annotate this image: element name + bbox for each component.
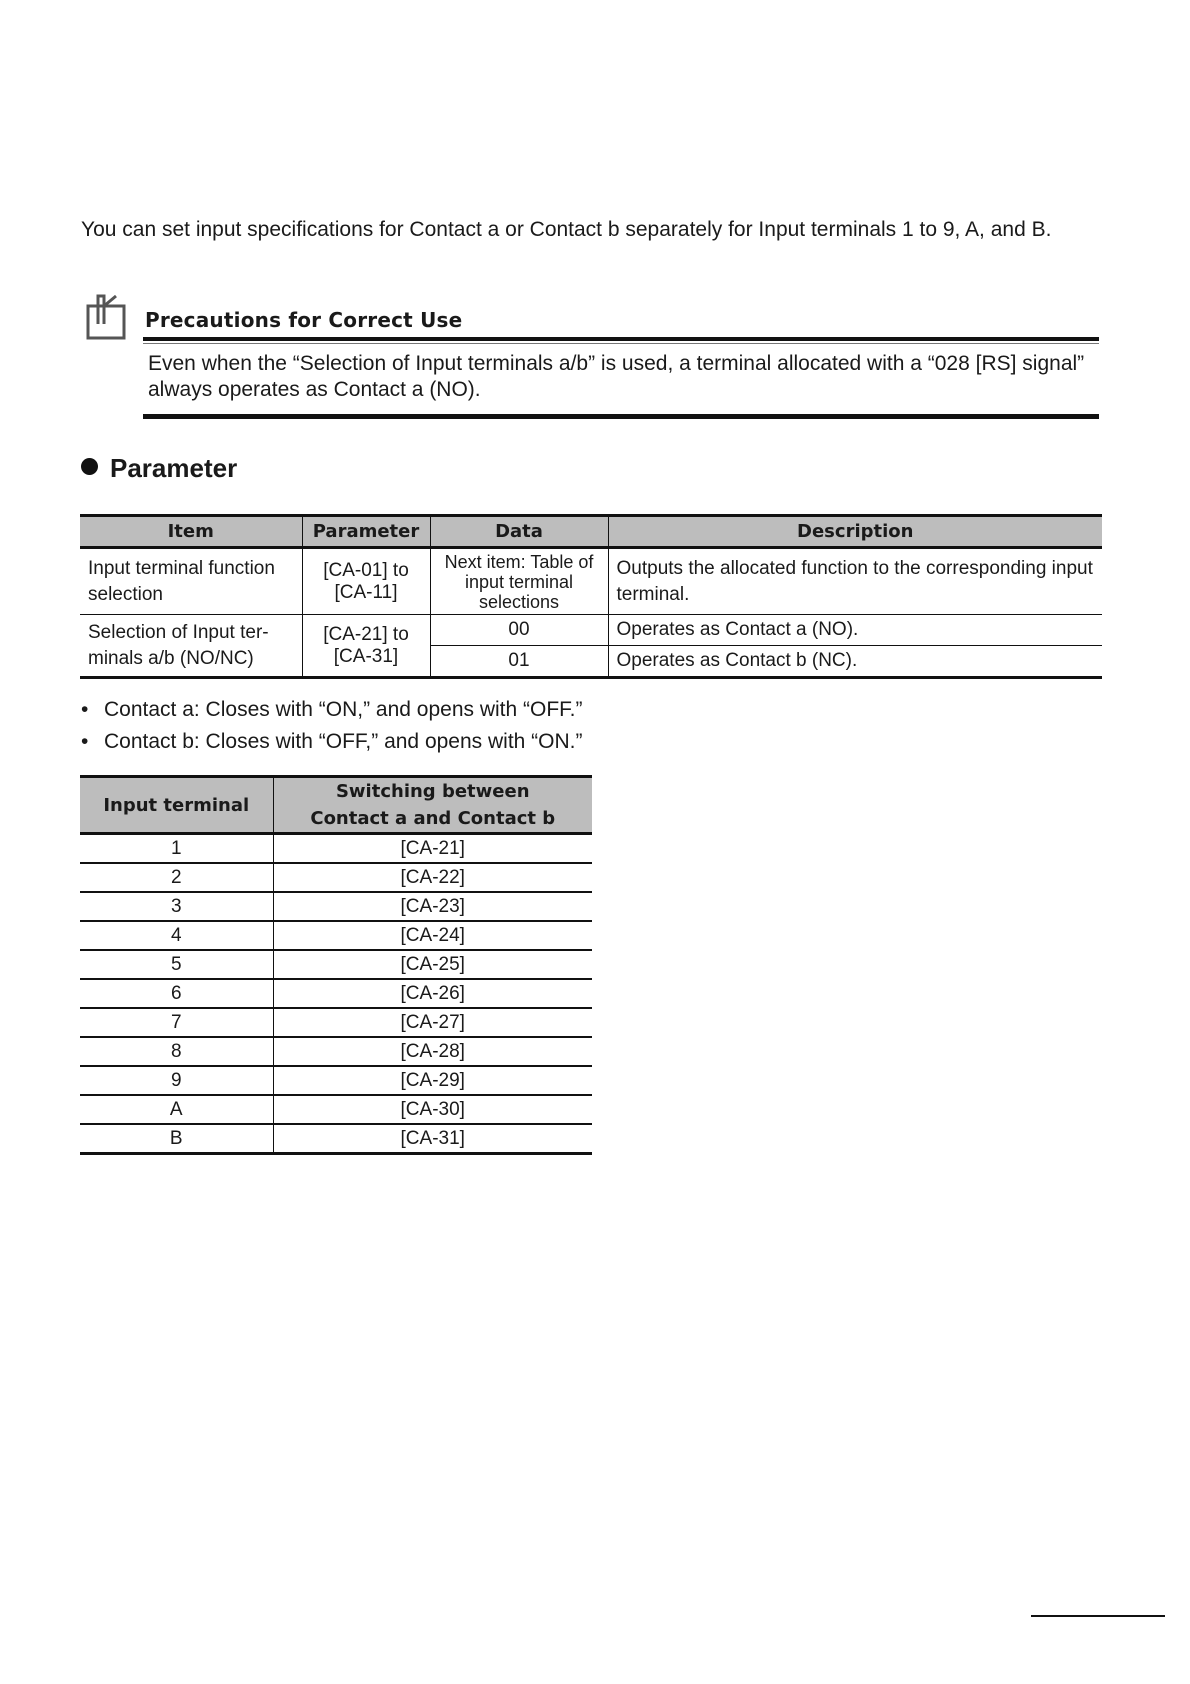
intro-paragraph: You can set input specifications for Contact a or Contact b separately for Input terminals 1 to 9, A, and B.: [81, 218, 1052, 241]
precautions-title: Precautions for Correct Use: [145, 308, 463, 332]
header-switching-line2: Contact a and Contact b: [310, 808, 556, 829]
table-row: [80, 1066, 592, 1095]
terminal-cell: 6: [80, 979, 273, 1008]
table-row: [80, 1037, 592, 1066]
list-item: [81, 694, 583, 726]
table-row: [80, 615, 1102, 646]
table-header-row: [80, 777, 592, 834]
switch-param-cell: [CA-30]: [273, 1095, 592, 1124]
bullet-list: [81, 694, 583, 758]
switch-param-cell: [CA-31]: [273, 1124, 592, 1154]
header-item: Item: [80, 516, 302, 548]
table-row: [80, 921, 592, 950]
row2-parameter: [CA-21] to [CA-31]: [302, 615, 430, 678]
header-input-terminal: Input terminal: [80, 777, 273, 834]
switch-param-cell: [CA-23]: [273, 892, 592, 921]
row1-data: Next item: Table of input terminal selections: [430, 548, 608, 615]
terminal-cell: 2: [80, 863, 273, 892]
terminal-cell: 5: [80, 950, 273, 979]
switch-param-cell: [CA-22]: [273, 863, 592, 892]
header-switching-line1: Switching between: [335, 781, 530, 802]
section-heading-text: Parameter: [110, 453, 238, 483]
row2-description-b: Operates as Contact b (NC).: [608, 646, 1102, 678]
row1-parameter: [CA-01] to [CA-11]: [302, 548, 430, 615]
header-parameter: Parameter: [302, 516, 430, 548]
terminal-cell: 1: [80, 834, 273, 864]
precautions-body: Even when the “Selection of Input terminals a/b” is used, a terminal allocated with a “028 [RS] signal” always operates as Contact a (NO).: [148, 352, 1085, 401]
row2-item: Selection of Input ter-minals a/b (NO/NC): [80, 615, 302, 678]
bullet-text: Contact a: Closes with “ON,” and opens with “OFF.”: [104, 698, 583, 721]
terminal-cell: 9: [80, 1066, 273, 1095]
table-row: [80, 892, 592, 921]
terminal-cell: B: [80, 1124, 273, 1154]
row2-data-a: 00: [430, 615, 608, 646]
switch-param-cell: [CA-29]: [273, 1066, 592, 1095]
terminal-table: [80, 775, 592, 1155]
bullet-icon: •: [81, 730, 89, 753]
header-description: Description: [608, 516, 1102, 548]
precautions-bottom-rule: [143, 414, 1099, 419]
terminal-cell: A: [80, 1095, 273, 1124]
list-item: [81, 726, 583, 758]
switch-param-cell: [CA-28]: [273, 1037, 592, 1066]
precaution-hand-icon: [86, 292, 130, 340]
terminal-cell: 7: [80, 1008, 273, 1037]
bullet-icon: •: [81, 698, 89, 721]
section-heading: [81, 453, 237, 484]
parameter-table: [80, 514, 1102, 679]
row2-data-b: 01: [430, 646, 608, 678]
switch-param-cell: [CA-25]: [273, 950, 592, 979]
table-row: [80, 548, 1102, 615]
bullet-text: Contact b: Closes with “OFF,” and opens with “ON.”: [104, 730, 583, 753]
table-row: [80, 863, 592, 892]
footer-rule: [1031, 1615, 1165, 1617]
table-header-row: [80, 516, 1102, 548]
precautions-top-rule-thin: [143, 343, 1099, 344]
bullet-dot-icon: [81, 458, 98, 475]
switch-param-cell: [CA-26]: [273, 979, 592, 1008]
precautions-top-rule: [143, 337, 1099, 341]
table-row: [80, 950, 592, 979]
row2-description-a: Operates as Contact a (NO).: [608, 615, 1102, 646]
row1-description: Outputs the allocated function to the corresponding input terminal.: [608, 548, 1102, 615]
row1-item: Input terminal function selection: [80, 548, 302, 615]
terminal-cell: 3: [80, 892, 273, 921]
terminal-cell: 8: [80, 1037, 273, 1066]
table-row: [80, 834, 592, 864]
header-switching: [273, 777, 592, 834]
table-row: [80, 1095, 592, 1124]
header-data: Data: [430, 516, 608, 548]
table-row: [80, 1124, 592, 1154]
table-row: [80, 979, 592, 1008]
switch-param-cell: [CA-27]: [273, 1008, 592, 1037]
table-row: [80, 1008, 592, 1037]
switch-param-cell: [CA-21]: [273, 834, 592, 864]
switch-param-cell: [CA-24]: [273, 921, 592, 950]
terminal-cell: 4: [80, 921, 273, 950]
